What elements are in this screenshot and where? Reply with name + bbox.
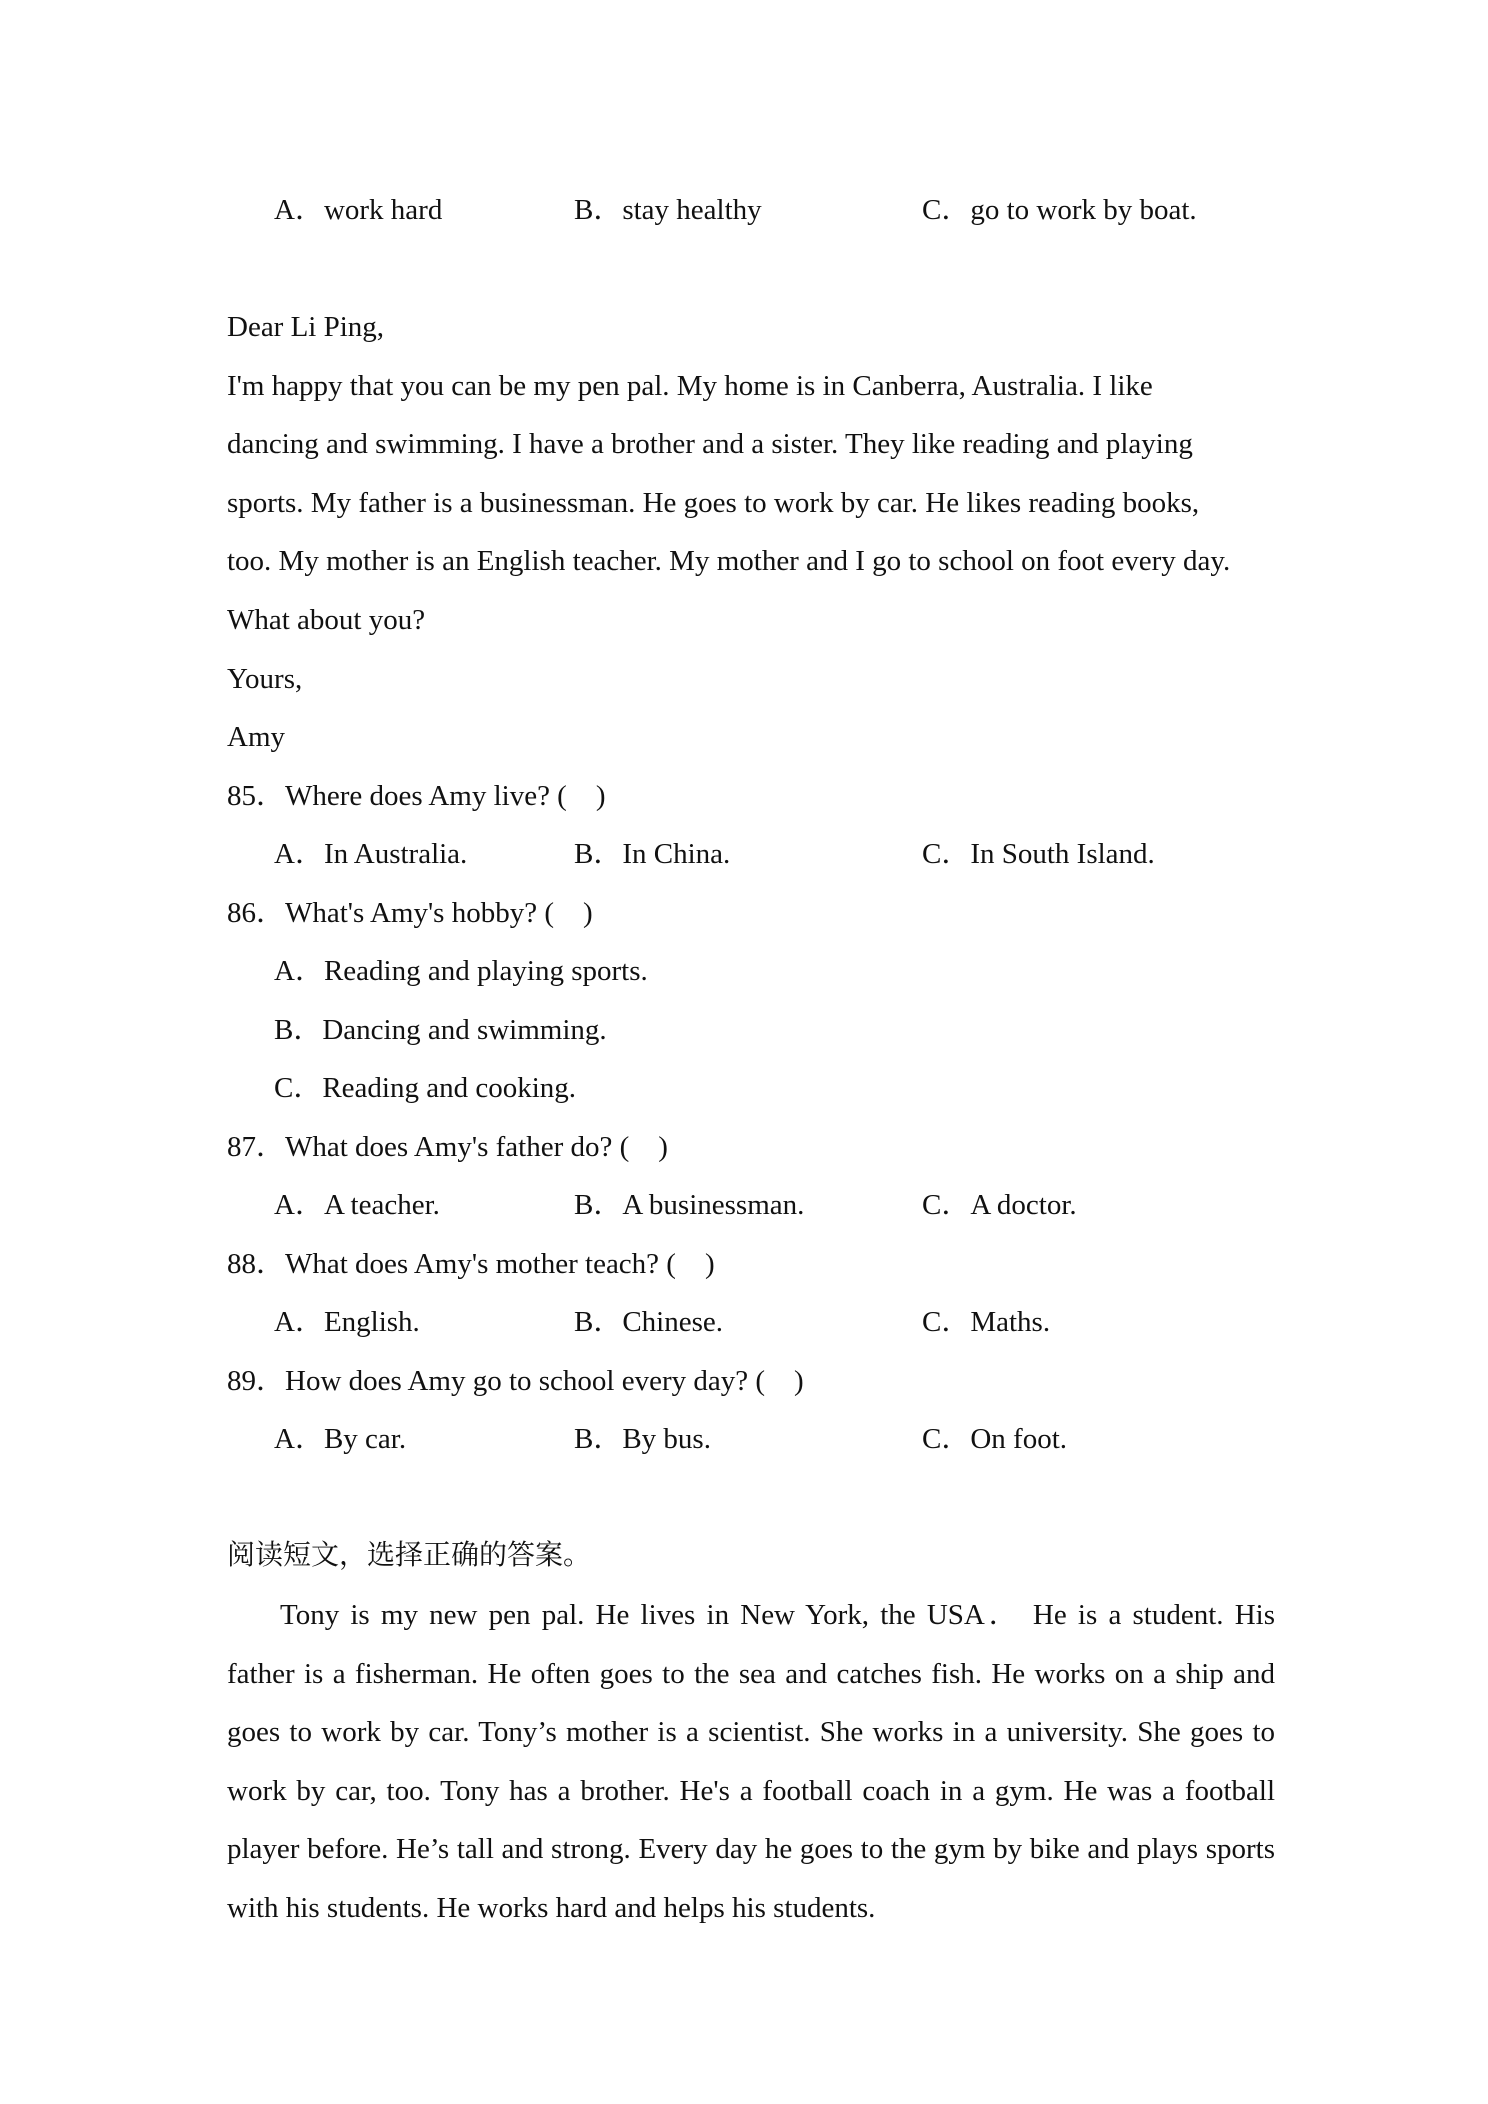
question-87-options: [0, 1185, 1488, 1225]
prev-question-options: [0, 190, 1488, 230]
q89-option-c: C．On foot.: [922, 1423, 1068, 1455]
q86-option-c: C．Reading and cooking.: [274, 1072, 577, 1104]
q85-option-c: C．In South Island.: [922, 838, 1155, 870]
question-85: 85．Where does Amy live? ( ): [227, 780, 606, 812]
q89-option-a: A．By car.: [274, 1423, 407, 1455]
q86-option-b: B．Dancing and swimming.: [274, 1014, 607, 1046]
q87-option-b: B．A businessman.: [574, 1189, 805, 1221]
q85-option-a: A．In Australia.: [274, 838, 468, 870]
question-86: 86．What's Amy's hobby? ( ): [227, 897, 593, 929]
q88-option-a: A．English.: [274, 1306, 420, 1338]
letter-line-2: dancing and swimming. I have a brother and a sister. They like reading and playing: [227, 428, 1193, 460]
question-89-options: [0, 1419, 1488, 1459]
letter-closing: Yours,: [227, 663, 303, 695]
question-88: 88．What does Amy's mother teach? ( ): [227, 1248, 715, 1280]
question-87: 87．What does Amy's father do? ( ): [227, 1131, 668, 1163]
q85-option-b: B．In China.: [574, 838, 731, 870]
q88-option-c: C．Maths.: [922, 1306, 1051, 1338]
question-85-options: [0, 834, 1488, 874]
question-89: 89．How does Amy go to school every day? ( ): [227, 1365, 804, 1397]
prev-option-a: A．work hard: [274, 194, 443, 226]
q87-option-c: C．A doctor.: [922, 1189, 1077, 1221]
q86-option-a: A．Reading and playing sports.: [274, 955, 648, 987]
letter-line-1: I'm happy that you can be my pen pal. My home is in Canberra, Australia. I like: [227, 370, 1153, 402]
q87-option-a: A．A teacher.: [274, 1189, 440, 1221]
section-instruction: 阅读短文，选择正确的答案。: [227, 1538, 592, 1571]
q88-option-b: B．Chinese.: [574, 1306, 724, 1338]
prev-option-b: B．stay healthy: [574, 194, 762, 226]
question-88-options: [0, 1302, 1488, 1342]
letter-signature: Amy: [227, 721, 285, 753]
reading-passage-text: Tony is my new pen pal. He lives in New York, the USA． He is a student. His father is a fisherman. He often goes to the sea and catches fish. He works on a ship and goes to work by car. Tony’s mother is a scientist. She works in a university. She goes to work by car, too. Tony has a brother. He's a football coach in a gym. He was a football player before. He’s tall and strong. Every day he goes to the gym by bike and plays sports with his students. He works hard and helps his students.: [227, 1599, 1275, 1924]
prev-option-c: C．go to work by boat.: [922, 194, 1197, 226]
letter-line-5: What about you?: [227, 604, 426, 636]
letter-line-3: sports. My father is a businessman. He goes to work by car. He likes reading books,: [227, 487, 1200, 519]
letter-greeting: Dear Li Ping,: [227, 311, 385, 343]
q89-option-b: B．By bus.: [574, 1423, 711, 1455]
reading-passage: [227, 1586, 1275, 1938]
letter-line-4: too. My mother is an English teacher. My mother and I go to school on foot every day.: [227, 545, 1231, 577]
